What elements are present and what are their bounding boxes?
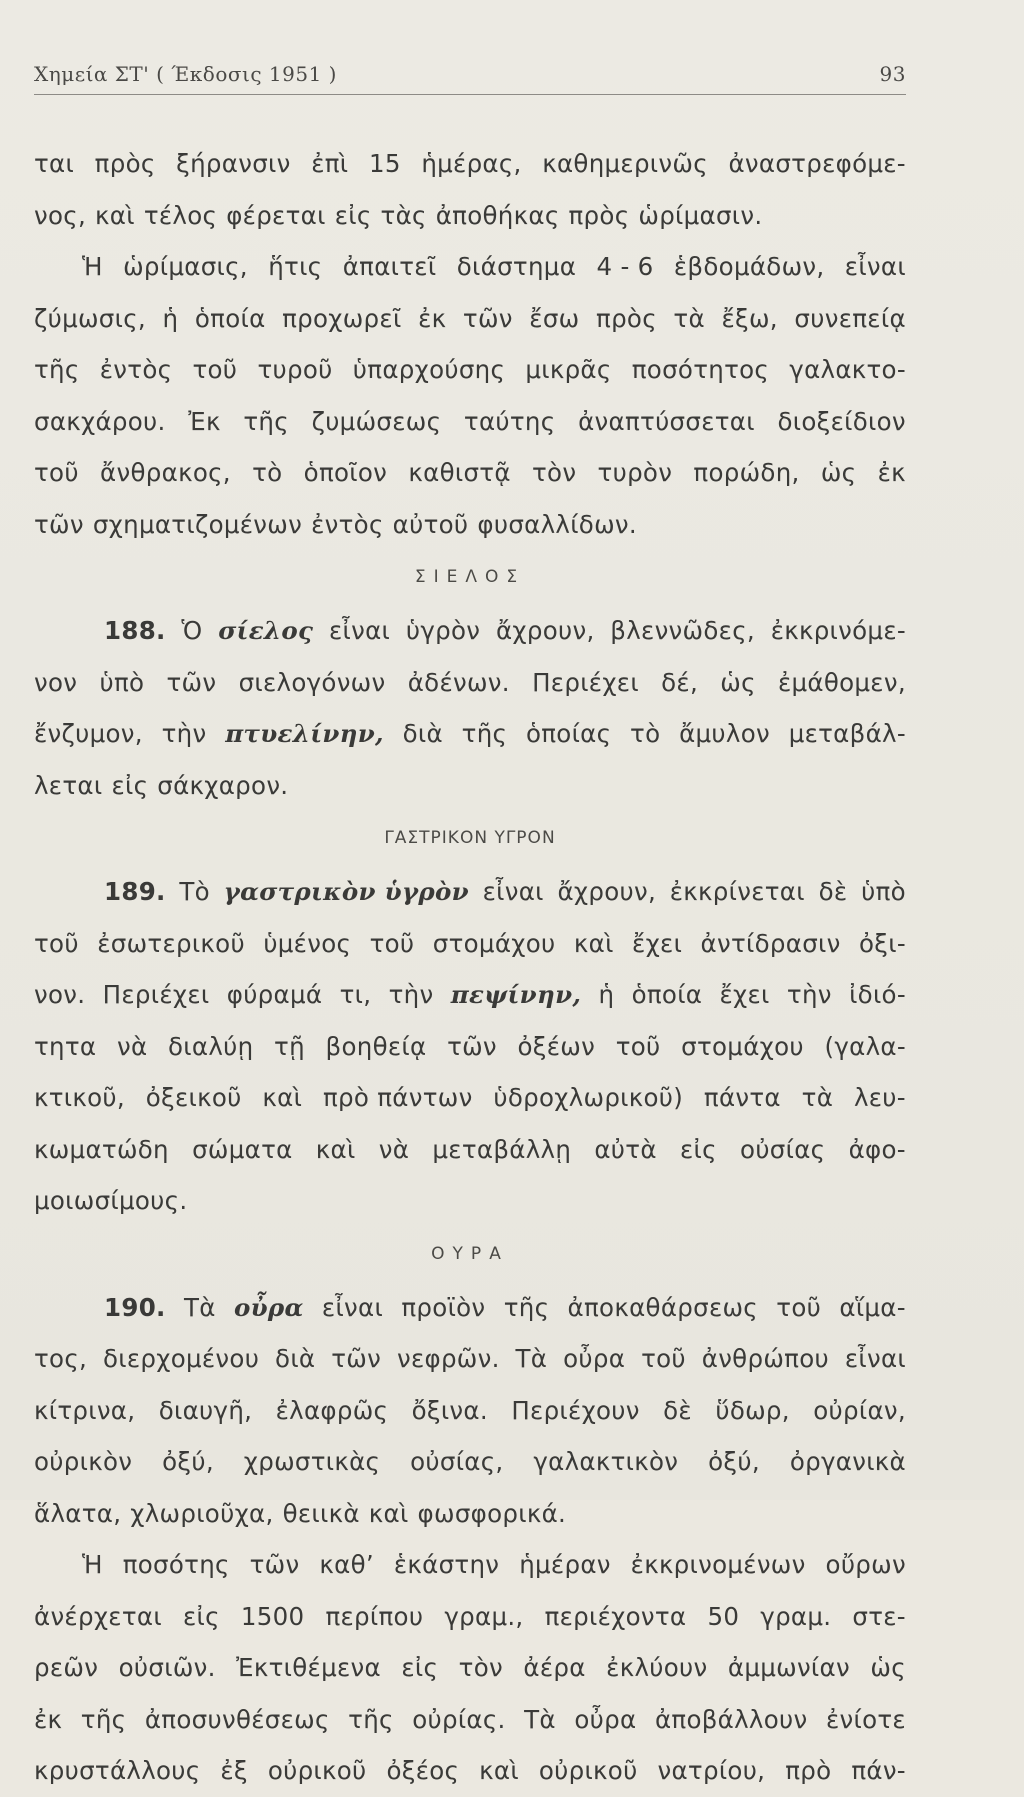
text-line xyxy=(34,760,906,812)
word: τητα xyxy=(34,1031,97,1061)
word: γραμ., xyxy=(444,1601,524,1631)
text-line xyxy=(34,1072,906,1124)
word: ἀντίδρασιν xyxy=(700,928,841,958)
word: τοῦ xyxy=(369,928,415,958)
word: κρυστάλλους xyxy=(34,1756,201,1785)
word: κίτρινα, xyxy=(34,1395,136,1425)
word: ὡς xyxy=(870,1653,906,1682)
word: δὲ xyxy=(663,1395,692,1425)
word: ἄνθρακος, xyxy=(100,458,231,487)
word: ἡ xyxy=(598,980,615,1009)
word: Ἐκτιθέμενα xyxy=(236,1653,381,1682)
word: ἐκλύουν xyxy=(606,1653,708,1682)
word: τῶν xyxy=(249,1550,300,1579)
word: εἶναι xyxy=(482,877,544,906)
word: νος, xyxy=(34,200,87,230)
word: ποσότητος xyxy=(631,355,770,384)
text-line xyxy=(34,1539,906,1591)
word: Ὁ xyxy=(181,616,203,645)
word: τῶν xyxy=(447,1031,497,1061)
word: τῆς xyxy=(503,1292,550,1322)
word: ὡρίμασις, xyxy=(123,252,248,281)
word: οὐσίας, xyxy=(410,1447,504,1476)
word: δέ, xyxy=(661,667,699,697)
word: αἵμα- xyxy=(839,1292,906,1322)
word: Περιέχουν xyxy=(511,1395,640,1425)
word: οὐρικοῦ xyxy=(267,1756,367,1785)
word: τὰ xyxy=(801,1083,834,1112)
word: τῶν xyxy=(34,509,84,539)
text-line xyxy=(34,1282,906,1334)
word: φωσφορικά. xyxy=(417,1498,567,1528)
text-line xyxy=(34,1694,906,1746)
word: πρὸς xyxy=(596,303,657,333)
word: ὑγρὸν xyxy=(405,616,481,645)
word: ἀναστρεφόμε- xyxy=(728,149,906,178)
paragraph-number: 188. xyxy=(104,616,166,645)
text-line xyxy=(34,1385,906,1437)
word: ἀναπτύσσεται xyxy=(578,406,755,436)
paragraph-number: 189. xyxy=(104,877,166,906)
word: εἶναι xyxy=(321,1292,384,1322)
word: τὴν xyxy=(161,719,207,748)
text-line xyxy=(34,1436,906,1488)
word: Περιέχει xyxy=(532,667,639,697)
word: ὀξι- xyxy=(859,928,906,958)
word: διάστημα xyxy=(456,252,577,281)
word: πρὸς xyxy=(568,200,630,230)
word: ταύτης xyxy=(463,406,556,436)
text-line xyxy=(34,866,906,918)
text-line xyxy=(34,1745,906,1797)
word: νον. xyxy=(34,980,86,1009)
word: ἀμμωνίαν xyxy=(727,1653,850,1682)
word: πρὸ πάντων xyxy=(322,1083,473,1112)
word: οὐρίαν, xyxy=(813,1395,906,1425)
word: πρὸς xyxy=(94,149,156,178)
word: οὔρων xyxy=(825,1550,906,1579)
word: καὶ xyxy=(315,1134,356,1164)
word: τὸ xyxy=(630,719,661,748)
word: ὡρίμασιν. xyxy=(638,200,763,230)
text-line xyxy=(34,447,906,499)
word: προϊὸν xyxy=(401,1292,486,1322)
word: ἀνέρχεται xyxy=(34,1601,162,1631)
word: γαλακτικὸν xyxy=(533,1447,679,1476)
word: εἰς xyxy=(334,200,372,230)
word: ἐκκρινομένων xyxy=(630,1550,806,1579)
word: χρωστικὰς xyxy=(243,1447,381,1476)
word: ὑπαρχούσης xyxy=(352,355,506,384)
word: Ἐκ xyxy=(188,406,221,436)
word: πρὸ xyxy=(785,1756,832,1785)
word: κωματώδη xyxy=(34,1134,169,1164)
word: ἀποκαθάρσεως xyxy=(567,1292,758,1322)
word: διοξείδιον xyxy=(777,406,906,436)
word: εἶναι xyxy=(328,616,391,645)
word: ξήρανσιν xyxy=(176,149,291,178)
word: 50 xyxy=(707,1601,740,1631)
word: εἰς xyxy=(680,1134,717,1164)
word: ἔσω xyxy=(529,303,580,333)
word: ζύμωσις, xyxy=(34,303,146,333)
emphasized-term: σίελος xyxy=(218,616,314,645)
running-header xyxy=(34,62,906,95)
word: ἐκκρίνεται xyxy=(669,877,805,906)
word: σακχάρου. xyxy=(34,406,166,436)
word: ὁποίας xyxy=(525,719,612,748)
word: ὡς xyxy=(720,667,756,697)
word: τυρὸν xyxy=(597,458,673,487)
word: τοῦ xyxy=(192,355,238,384)
word: ὀξέων xyxy=(517,1031,596,1061)
word: Τὰ xyxy=(524,1704,556,1734)
text-line xyxy=(34,918,906,970)
word: αὐτοῦ xyxy=(392,509,469,539)
word: τοῦ xyxy=(34,458,79,487)
word: τῆς xyxy=(243,406,289,436)
word: μεταβάλ- xyxy=(788,719,906,748)
text-line xyxy=(34,1175,906,1227)
section-heading: ΓΑΣΤΡΙΚΟΝ ΥΓΡΟΝ xyxy=(384,828,556,848)
word: εἰς xyxy=(401,1653,439,1682)
word: οὐσιῶν. xyxy=(118,1653,216,1682)
word: τοῦ xyxy=(641,1344,686,1373)
text-line xyxy=(34,344,906,396)
word: οὐρικοῦ xyxy=(538,1756,638,1785)
section-heading: ΣΙΕΛΟΣ xyxy=(414,567,526,587)
text-line xyxy=(34,1591,906,1643)
word: ἐμάθομεν, xyxy=(777,667,906,697)
word: τὸν xyxy=(458,1653,503,1682)
word: ἀφο- xyxy=(848,1134,906,1164)
word: οὖρα xyxy=(563,1344,626,1373)
word: ἀποβάλλουν xyxy=(654,1704,808,1734)
word: σώματα xyxy=(192,1134,293,1164)
word: στομάχου xyxy=(681,1031,804,1061)
word: ἐκ xyxy=(34,1704,63,1734)
word: τι, xyxy=(339,980,372,1009)
word: νον xyxy=(34,667,78,697)
word: ἀποθήκας xyxy=(435,200,560,230)
word: βοηθείᾳ xyxy=(325,1031,427,1061)
word: συνεπείᾳ xyxy=(794,303,906,333)
word: προχωρεῖ xyxy=(282,303,402,333)
word: τὰ xyxy=(673,303,705,333)
word: διαλύῃ xyxy=(168,1031,254,1061)
word: στε- xyxy=(852,1601,906,1631)
word: ὁποῖον xyxy=(303,458,388,487)
text-line xyxy=(34,1642,906,1694)
word: κτικοῦ, xyxy=(34,1083,125,1112)
word: οὖρα xyxy=(574,1704,637,1734)
word: καὶ xyxy=(368,1498,409,1528)
word: ὁποία xyxy=(194,303,266,333)
word: τῆς xyxy=(34,355,80,384)
word: τῆς xyxy=(80,1704,127,1734)
word: (γαλα- xyxy=(824,1031,906,1061)
header-title: Χημεία ΣΤ' ( Έκδοσις 1951 ) xyxy=(34,62,337,86)
word: ἄχρουν, xyxy=(557,877,657,906)
section-heading: ΟΥΡΑ xyxy=(431,1243,509,1264)
word: γραμ. xyxy=(760,1601,832,1631)
text-line xyxy=(34,190,906,242)
word: τὴν xyxy=(388,980,434,1009)
text-line xyxy=(34,708,906,760)
text-line xyxy=(34,1333,906,1385)
word: χλωριοῦχα, xyxy=(130,1498,274,1528)
text-line xyxy=(34,605,906,657)
word: τῶν xyxy=(166,667,217,697)
word: τὰς xyxy=(380,200,427,230)
text-line xyxy=(34,138,906,190)
word: νὰ xyxy=(116,1031,148,1061)
word: περίπου xyxy=(325,1601,424,1631)
word: καὶ xyxy=(262,1083,303,1112)
word: εἰς xyxy=(111,770,149,800)
word: οὐρίας. xyxy=(412,1704,506,1734)
word: μεταβάλλῃ xyxy=(432,1134,572,1164)
word: τὸν xyxy=(532,458,577,487)
word: Ἡ xyxy=(82,1550,103,1579)
word: τοῦ xyxy=(34,928,79,958)
text-line xyxy=(34,1021,906,1073)
word: θειικὰ xyxy=(282,1498,360,1528)
word: Τὰ xyxy=(183,1292,216,1322)
emphasized-term: οὖρα xyxy=(233,1292,304,1322)
word: ὀξύ, xyxy=(708,1447,760,1476)
word: ἅλατα, xyxy=(34,1498,122,1528)
word: ἑβδομάδων, xyxy=(673,252,825,281)
word: καθημερινῶς xyxy=(542,149,708,178)
text-line xyxy=(34,499,906,551)
word: ὀξεικοῦ xyxy=(145,1083,242,1112)
word: σιελογόνων xyxy=(238,667,386,697)
word: ἀπαιτεῖ xyxy=(342,252,437,281)
word: τος, xyxy=(34,1344,88,1373)
word: σάκχαρον. xyxy=(157,770,289,800)
word: τυροῦ xyxy=(257,355,333,384)
word: ἐσωτερικοῦ xyxy=(97,928,245,958)
word: ἐκκρινόμε- xyxy=(770,616,906,645)
word: 1500 xyxy=(240,1601,305,1631)
emphasized-term: πεψίνην, xyxy=(450,980,582,1009)
word: ἀποσυνθέσεως xyxy=(144,1704,330,1734)
text-line xyxy=(34,1124,906,1176)
word: ἀνθρώπου xyxy=(701,1344,829,1373)
word: καὶ xyxy=(573,928,614,958)
word: τῆς xyxy=(461,719,508,748)
word: ἐλαφρῶς xyxy=(275,1395,389,1425)
word: ἐνίοτε xyxy=(825,1704,906,1734)
page-body xyxy=(34,138,906,1797)
word: τὴν xyxy=(786,980,832,1009)
word: οὐσίας xyxy=(740,1134,826,1164)
word: ἐντὸς xyxy=(99,355,173,384)
word: γαλακτο- xyxy=(789,355,906,384)
word: σχηματιζομένων xyxy=(92,509,303,539)
word: ἔχει xyxy=(632,928,683,958)
emphasized-term: πτυελίνην, xyxy=(225,719,384,748)
word: μικρᾶς xyxy=(525,355,612,384)
word: ἡμέρας, xyxy=(421,149,522,178)
word: ἄμυλον xyxy=(679,719,770,748)
word: λεται xyxy=(34,770,103,800)
text-line xyxy=(34,657,906,709)
word: εἶναι xyxy=(844,252,906,281)
word: ἰδιό- xyxy=(849,980,906,1009)
word: οὐρικὸν xyxy=(34,1447,133,1476)
word: τὸ xyxy=(252,458,283,487)
word: δὲ xyxy=(818,877,848,906)
word: ἀδένων. xyxy=(407,667,510,697)
word: τέλος xyxy=(143,200,218,230)
text-line xyxy=(34,969,906,1021)
word: διερχομένου xyxy=(102,1344,260,1373)
text-line xyxy=(34,241,906,293)
emphasized-term: γαστρικὸν ὑγρὸν xyxy=(223,877,469,906)
text-line xyxy=(34,293,906,345)
word: ὀργανικὰ xyxy=(789,1447,906,1476)
word: τῇ xyxy=(274,1031,305,1061)
word: ἐκ xyxy=(418,303,447,333)
word: Περιέχει xyxy=(102,980,210,1009)
word: Ἡ xyxy=(82,252,103,281)
word: ὡς xyxy=(820,458,857,487)
word: νὰ xyxy=(378,1134,410,1164)
word: ρεῶν xyxy=(34,1653,99,1682)
word: μοιωσίμους. xyxy=(34,1186,188,1215)
word: διὰ xyxy=(275,1344,316,1373)
word: διὰ xyxy=(402,719,443,748)
word: ὄξινα. xyxy=(411,1395,488,1425)
word: Τὰ xyxy=(515,1344,548,1373)
word: τῶν xyxy=(462,303,513,333)
paragraph-number: 190. xyxy=(104,1292,166,1322)
word: 4 - 6 xyxy=(596,252,654,281)
word: φύραμά xyxy=(226,980,323,1009)
word: αὐτὰ xyxy=(594,1134,657,1164)
word: περιέχοντα xyxy=(544,1601,687,1631)
word: πάν- xyxy=(851,1756,906,1785)
word: τῶν xyxy=(331,1344,382,1373)
word: ὑπὸ xyxy=(861,877,906,906)
word: φέρεται xyxy=(226,200,326,230)
word: ἔξω, xyxy=(721,303,778,333)
word: καθ’ xyxy=(319,1550,374,1579)
word: νατρίου, xyxy=(657,1756,766,1785)
word: ὀξέος xyxy=(386,1756,460,1785)
word: ἥτις xyxy=(268,252,323,281)
word: ζυμώσεως xyxy=(311,406,442,436)
word: στομάχου xyxy=(432,928,556,958)
word: ἔχει xyxy=(719,980,770,1009)
word: ἀέρα xyxy=(523,1653,586,1682)
word: ἄχρουν, xyxy=(495,616,595,645)
text-line xyxy=(34,1488,906,1540)
word: εἰς xyxy=(182,1601,220,1631)
word: πάντα xyxy=(703,1083,781,1112)
word: ἐπὶ xyxy=(311,149,349,178)
word: ὀξύ, xyxy=(162,1447,214,1476)
word: καὶ xyxy=(479,1756,519,1785)
word: ὕδωρ, xyxy=(715,1395,790,1425)
word: Τὸ xyxy=(179,877,210,906)
word: τοῦ xyxy=(776,1292,822,1322)
word: τῆς xyxy=(348,1704,394,1734)
text-line xyxy=(34,396,906,448)
word: ποσότης xyxy=(122,1550,230,1579)
word: φυσαλλίδων. xyxy=(477,509,637,539)
word: ἡμέραν xyxy=(519,1550,611,1579)
word: νεφρῶν. xyxy=(396,1344,500,1373)
word: λευ- xyxy=(853,1083,906,1112)
word: βλεννῶδες, xyxy=(610,616,755,645)
word: ὑμένος xyxy=(263,928,352,958)
word: ἑκάστην xyxy=(393,1550,500,1579)
word: διαυγῆ, xyxy=(158,1395,253,1425)
word: ὑπὸ xyxy=(99,667,145,697)
word: καὶ xyxy=(95,200,135,230)
word: πορώδη, xyxy=(693,458,800,487)
word: ἐντὸς xyxy=(311,509,384,539)
word: ἔνζυμον, xyxy=(34,719,143,748)
word: καθιστᾷ xyxy=(408,458,511,487)
word: τοῦ xyxy=(615,1031,661,1061)
word: ται xyxy=(34,149,75,178)
word: ἐκ xyxy=(877,458,906,487)
word: 15 xyxy=(368,149,401,178)
word: ὑδροχλωρικοῦ) xyxy=(493,1083,684,1112)
word: εἶναι xyxy=(844,1344,906,1373)
word: ἡ xyxy=(162,303,179,333)
page-number: 93 xyxy=(879,62,906,86)
word: ὁποία xyxy=(631,980,703,1009)
word: ἐξ xyxy=(220,1756,248,1785)
